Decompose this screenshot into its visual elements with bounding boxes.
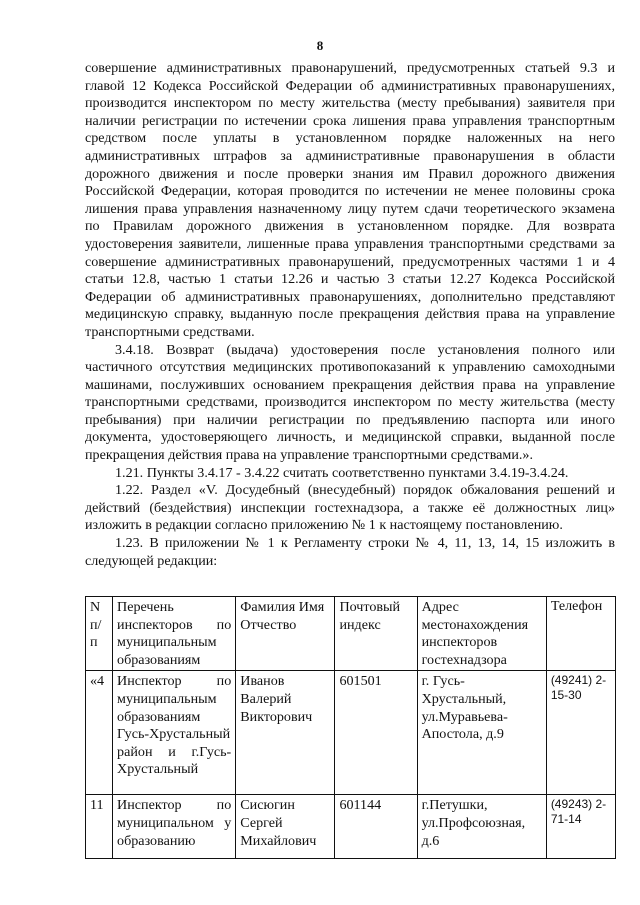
header-name: Фамилия Имя Отчество [236,597,335,671]
page-number: 8 [316,38,324,53]
row-phone: (49241) 2-15-30 [546,671,615,795]
paragraph-continuation: совершение административных правонарушений, предусмотренных статьей 9.3 и главой 12 Кодекса Российской Федерации об административных правонарушениях, производится инспектором по месту жительства (месту пребывания) заявителя при наличии регистрации по истечении срока лишения права управления транспортным средством после уплаты в установленном порядке наложенных на него административных штрафов за административные правонарушения в области дорожного движения и после проверки знания им Правил дорожного движения Российской Федерации, которая проводится по истечении не менее половины срока лишения права управления назначенному лицу путем сдачи теоретического экзамена по Правилам дорожного движения в установленном порядке. Для возврата удостоверения заявители, лишенные права управления транспортными средствами за совершение административных правонарушений, предусмотренных частями 1 и 4 статьи 12.8, частью 1 статьи 12.26 и частью 3 статьи 12.27 Кодекса Российской Федерации об административных правонарушениях, дополнительно представляют медицинскую справку, выданную после прекращения действия права на управление транспортными средствами. [85,60,615,340]
table-header-row [86,597,616,671]
header-phone: Телефон [546,597,615,671]
header-address: Адрес местонахождения инспекторов гостехнадзора [417,597,546,671]
paragraph-1-22: 1.22. Раздел «V. Досудебный (внесудебный) порядок обжалования решений и действий (бездействия) инспекции гостехнадзора, а также её должностных лиц» изложить в редакции согласно приложению № 1 к настоящему постановлению. [85,482,615,534]
row-address: г.Петушки, ул.Профсоюзная, д.6 [417,795,546,859]
row-phone: (49243) 2-71-14 [546,795,615,859]
document-body [85,60,615,570]
paragraph-1-23: 1.23. В приложении № 1 к Регламенту строки № 4, 11, 13, 14, 15 изложить в следующей редакции: [85,535,615,569]
header-index: Почтовый индекс [335,597,417,671]
paragraph-3-4-18: 3.4.18. Возврат (выдача) удостоверения после установления полного или частичного отсутствия медицинских противопоказаний к управлению самоходными машинами, послуживших основанием прекращения действия права на управление транспортными средствами, производится инспектором по месту жительства (месту пребывания) при наличии регистрации по предъявлению паспорта или иного документа, удостоверяющего личность, и медицинской справки, выданной после прекращения действия права на управление транспортными средствами.». [85,341,615,464]
row-title: Инспектор по муниципальном у образованию [113,795,236,859]
row-title: Инспектор по муниципальным образованиям Гусь-Хрустальный район и г.Гусь-Хрустальный [113,671,236,795]
row-name: Сисюгин Сергей Михайлович [236,795,335,859]
row-name: Иванов Валерий Викторович [236,671,335,795]
header-num: N п/п [86,597,113,671]
inspectors-table [85,596,616,859]
row-num: «4 [86,671,113,795]
row-index: 601501 [335,671,417,795]
row-address: г. Гусь-Хрустальный, ул.Муравьева-Апостола, д.9 [417,671,546,795]
table-row [86,795,616,859]
row-num: 11 [86,795,113,859]
table-row [86,671,616,795]
row-index: 601144 [335,795,417,859]
header-title: Перечень инспекторов по муниципальным образованиям [113,597,236,671]
paragraph-1-21: 1.21. Пункты 3.4.17 - 3.4.22 считать соответственно пунктами 3.4.19-3.4.24. [115,464,569,481]
